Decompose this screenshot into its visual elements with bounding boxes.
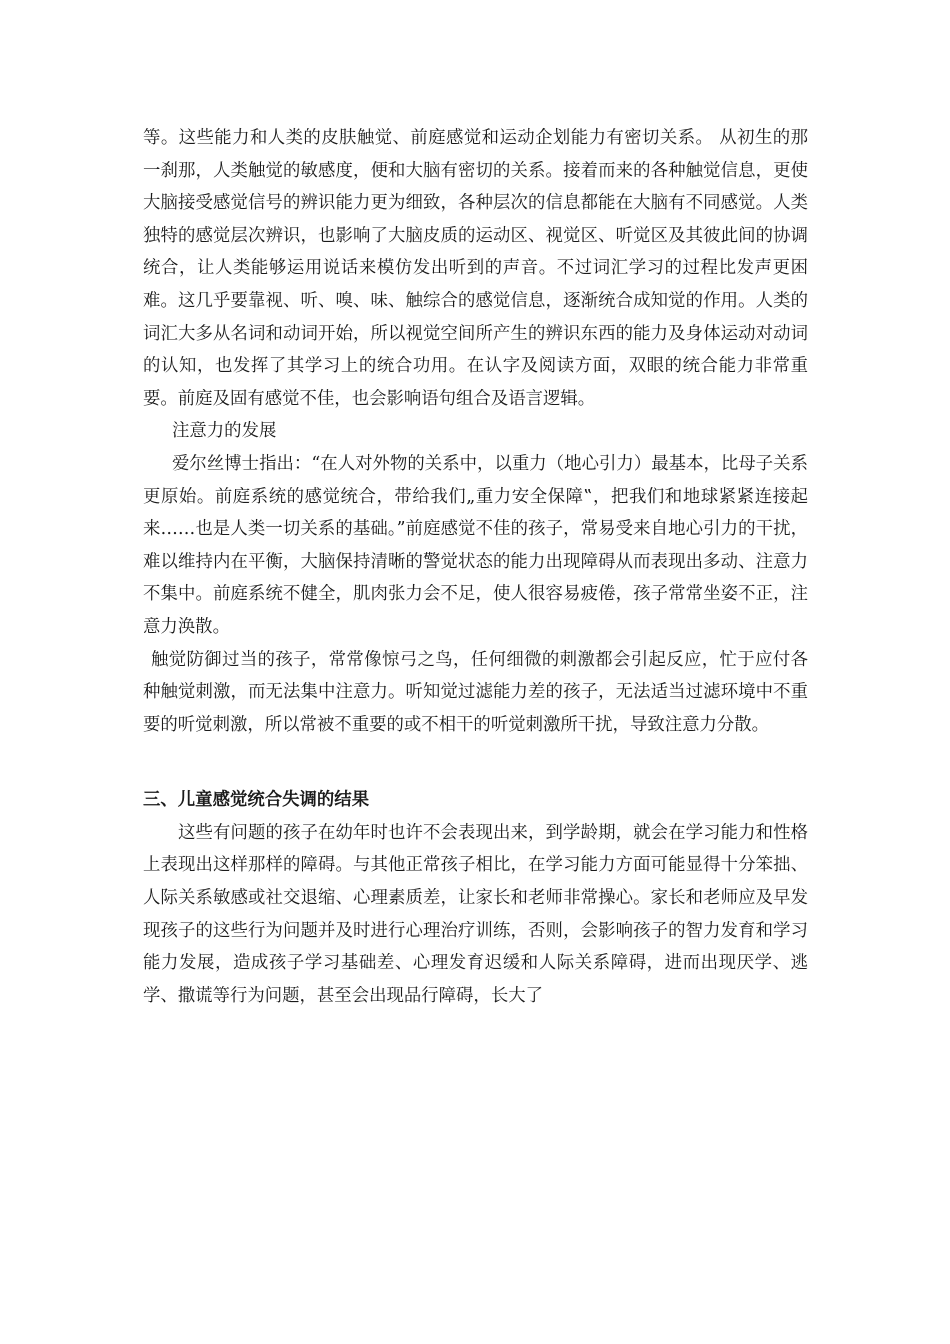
paragraph-ayres-quote: 爱尔丝博士指出：“在人对外物的关系中，以重力（地心引力）最基本，比母子关系更原始。前庭系统的感觉统合，带给我们„重力安全保障‟，把我们和地球紧紧连接起来……也是人类一切关系的基础。”前庭感觉不佳的孩子，常易受来自地心引力的干扰，难以维持内在平衡，大脑保持清晰的警觉状态的能力出现障碍从而表现出多动、注意力不集中。前庭系统不健全，肌肉张力会不足，使人很容易疲倦，孩子常常坐姿不正，注意力涣散。: [143, 453, 808, 637]
document-body: [143, 122, 808, 1012]
section-heading: 三、儿童感觉统合失调的结果: [143, 790, 370, 811]
paragraph-tactile-defense: 触觉防御过当的孩子，常常像惊弓之鸟，任何细微的刺激都会引起反应，忙于应付各种触觉刺激，而无法集中注意力。听知觉过滤能力差的孩子，无法适当过滤环境中不重要的听觉刺激，所以常被不重要的或不相干的听觉刺激所干扰，导致注意力分散。: [143, 649, 808, 735]
paragraph-sensory-abilities: 等。这些能力和人类的皮肤触觉、前庭感觉和运动企划能力有密切关系。 从初生的那一刹那，人类触觉的敏感度，便和大脑有密切的关系。接着而来的各种触觉信息，更使大脑接受感觉信号的辨识能力更为细致，各种层次的信息都能在大脑有不同感觉。人类独特的感觉层次辨识，也影响了大脑皮质的运动区、视觉区、听觉区及其彼此间的协调统合，让人类能够运用说话来模仿发出听到的声音。不过词汇学习的过程比发声更困难。这几乎要靠视、听、嗅、味、触综合的感觉信息，逐渐统合成知觉的作用。人类的词汇大多从名词和动词开始，所以视觉空间所产生的辨识东西的能力及身体运动对动词的认知，也发挥了其学习上的统合功用。在认字及阅读方面，双眼的统合能力非常重要。前庭及固有感觉不佳，也会影响语句组合及语言逻辑。: [143, 128, 808, 409]
subheading-attention-development: 注意力的发展: [172, 421, 277, 442]
paragraph-consequences: 这些有问题的孩子在幼年时也许不会表现出来，到学龄期，就会在学习能力和性格上表现出这样那样的障碍。与其他正常孩子相比，在学习能力方面可能显得十分笨拙、人际关系敏感或社交退缩、心理素质差，让家长和老师非常操心。家长和老师应及早发现孩子的这些行为问题并及时进行心理治疗训练，否则，会影响孩子的智力发育和学习能力发展，造成孩子学习基础差、心理发育迟缓和人际关系障碍，进而出现厌学、逃学、撒谎等行为问题，甚至会出现品行障碍，长大了: [143, 822, 808, 1006]
